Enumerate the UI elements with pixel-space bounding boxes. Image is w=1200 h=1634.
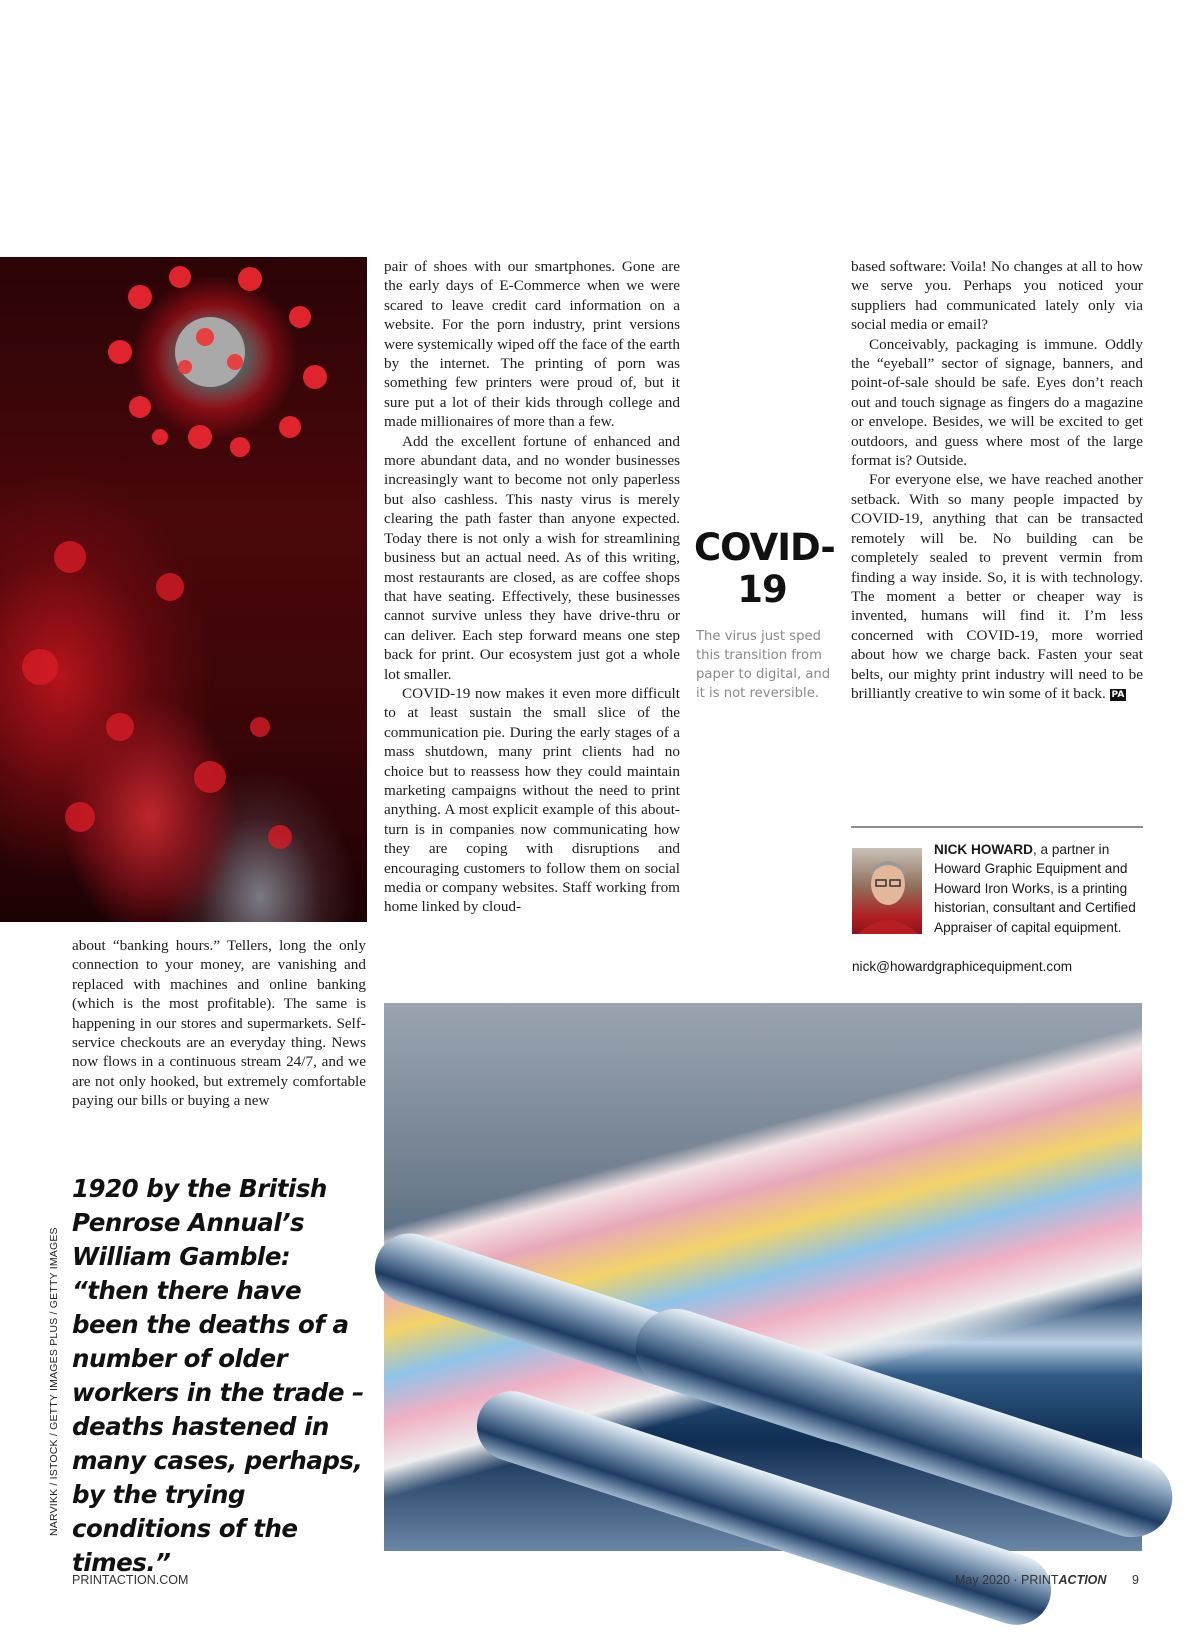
virus-spikes-illustration bbox=[0, 257, 367, 922]
author-divider bbox=[851, 826, 1143, 828]
body-paragraph: Add the excellent fortune of enhanced and more abundant data, and no wonder businesses increasingly want to become not only paperless but also cashless. This nasty virus is merely clearing the path faster than anyone expected. Today there is not only a wish for streamlining business but an actual need. As of this writing, most restaurants are closed, as are coffee shops that have seating. Effectively, these businesses cannot survive unless they have drive-thru or can deliver. Each step forward means one step back for print. Our ecosystem just got a whole lot smaller. bbox=[384, 432, 680, 683]
body-paragraph: COVID-19 now makes it even more difficult to at least sustain the small slice of the communication pie. During the early stages of a mass shutdown, many print clients had no choice but to reassess how they could maintain marketing campaigns without the need to print anything. A most explicit example of this about-turn is in companies now communicating how they are coping with disruptions and encouraging customers to follow them on social media or company websites. Staff working from home linked by cloud- bbox=[384, 684, 680, 916]
footer-issue bbox=[955, 1573, 1106, 1587]
footer-website: PRINTACTION.COM bbox=[72, 1573, 189, 1587]
author-email: nick@howardgraphicequipment.com bbox=[852, 959, 1073, 974]
column-two-text bbox=[384, 257, 680, 917]
author-name: NICK HOWARD bbox=[934, 842, 1033, 857]
body-paragraph: about “banking hours.” Tellers, long the only connection to your money, are vanishing and replaced with machines and online banking (which is the most profitable). The same is happening in our stores and supermarkets. Self-service checkouts are an everyday thing. News now flows in a continuous stream 24/7, and we are not only hooked, but extremely comfortable paying our bills or buying a new bbox=[72, 937, 366, 1110]
printing-press-photo bbox=[384, 1003, 1142, 1551]
column-one-text bbox=[72, 936, 366, 1111]
pullout-heading: COVID-19 bbox=[694, 526, 835, 611]
body-paragraph: Conceivably, packaging is immune. Oddly the “eyeball” sector of signage, banners, and point-of-sale should be safe. Eyes don’t reach out and touch signage as fingers do a magazine or envelope. Besides, we will be excited to get outdoors, and guess where most of the large format is? Outside. bbox=[851, 335, 1143, 470]
author-bio bbox=[934, 840, 1144, 937]
photo-credit: NARVIKK / ISTOCK / GETTY IMAGES PLUS / GETTY IMAGES bbox=[48, 1227, 60, 1536]
author-portrait-illustration bbox=[852, 848, 922, 934]
body-paragraph: based software: Voila! No changes at all to how we serve you. Perhaps you noticed your suppliers had communicated lately only via social media or email? bbox=[851, 258, 1143, 334]
end-mark-icon: PA bbox=[1111, 689, 1125, 700]
page-number: 9 bbox=[1132, 1573, 1139, 1587]
body-paragraph bbox=[851, 470, 1143, 703]
body-paragraph-text: For everyone else, we have reached another setback. With so many people impacted by COVID-19, anything that can be transacted remotely will be. No building can be completely sealed to prevent vermin from finding a way inside. So, it is with technology. The moment a better or cheaper way is invented, humans will find it. I’m less concerned with COVID-19, more worried about how we charge back. Fasten your seat belts, our mighty print industry will need to be brilliantly creative to win some of it back. bbox=[851, 471, 1143, 702]
pullout-subtext: The virus just sped this transition from paper to digital, and it is not reversible. bbox=[696, 629, 831, 701]
body-paragraph: pair of shoes with our smartphones. Gone are the early days of E-Commerce when we were scared to leave credit card information on a website. For the porn industry, print versions were systemically wiped off the face of the earth by the internet. The printing of porn was something few printers were proud of, but it sure put a lot of their kids through college and made millionaires of more than a few. bbox=[384, 258, 680, 431]
footer-date: May 2020 · PRINT bbox=[955, 1573, 1059, 1587]
author-photo bbox=[852, 848, 922, 934]
coronavirus-photo bbox=[0, 257, 367, 922]
pull-quote: 1920 by the British Penrose Annual’s William Gamble: “then there have been the deaths of a number of older workers in the trade – deaths hastened in many cases, perhaps, by the trying conditions of the times.” bbox=[72, 1174, 364, 1577]
footer-brand-emphasis: ACTION bbox=[1058, 1573, 1107, 1587]
column-three-text bbox=[851, 257, 1143, 703]
author-bio-text: , a partner in Howard Graphic Equipment and Howard Iron Works, is a printing historian, consultant and Certified Appraiser of capital equipment. bbox=[934, 842, 1136, 935]
